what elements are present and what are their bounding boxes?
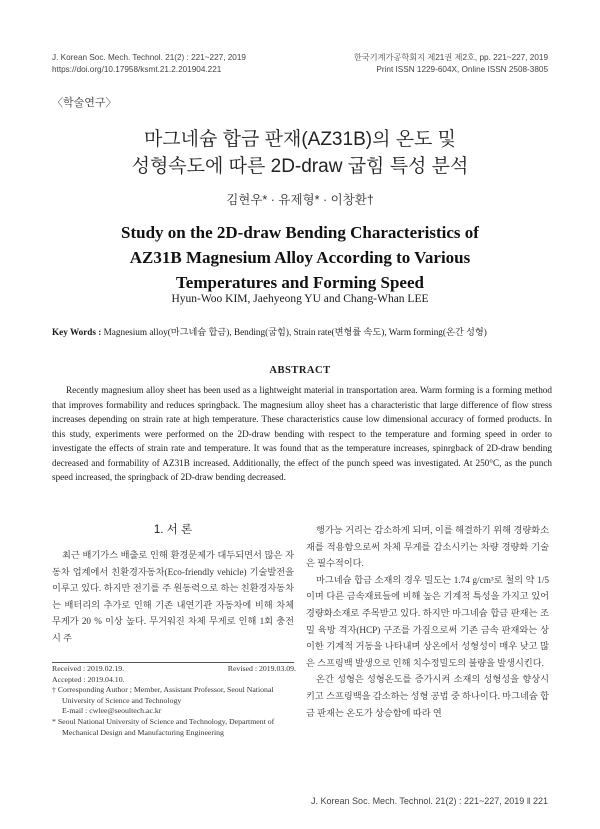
keywords-text: Magnesium alloy(마그네슘 합금), Bending(굽힘), Strain rate(변형률 속도), Warm forming(온간 성형)	[103, 327, 487, 337]
introduction-paragraph-1: 최근 배기가스 배출로 인해 환경문제가 대두되면서 많은 자동차 업계에서 친환경자동차(Eco-friendly vehicle) 기술발전을 이루고 있다. 하지만 전기를 주 원동력으로 하는 친환경자동차는 배터리의 추가로 인해 기존 내연기관 자동차에 비해 차체 무게가 20 % 이상 높다. 무거워진 차체 무게로 인해 1회 충전 시 주	[52, 550, 294, 643]
accepted-date: Accepted : 2019.04.10.	[52, 674, 125, 684]
right-column	[306, 522, 549, 721]
abstract-heading: ABSTRACT	[269, 365, 331, 376]
email-address[interactable]: E-mail : cwlee@seoultech.ac.kr	[62, 706, 162, 716]
issn-info: Print ISSN 1229-604X, Online ISSN 2508-3805	[376, 65, 548, 74]
footnotes	[52, 664, 296, 738]
title-english-line-3: Temperatures and Forming Speed	[176, 273, 424, 292]
page-footer: J. Korean Soc. Mech. Technol. 21(2) : 221~227, 2019 ‖ 221	[311, 796, 548, 806]
right-column-paragraph-1: 행가능 거리는 감소하게 되며, 이를 해결하기 위해 경량화소재를 적용함으로써 차체 무게를 감소시키는 차량 경량화 기술은 필수적이다.	[306, 525, 549, 569]
section-heading-introduction: 1. 서 론	[153, 524, 193, 536]
abstract-text: Recently magnesium alloy sheet has been used as a lightweight material in transportation area. Warm forming is a forming method that improves formability and reduces springback. The magnesium alloy sheet has a characteristic that large difference of flow stress increases depending on strain rate at high temperature. These characteristics cause low dimensional accuracy of formed products. In this study, experiments were performed on the 2D-draw bending with respect to the temperature and forming speed in order to investigate the effects of strain rate and temperature. It was found that as the temperature increases, spinrgback of 2D-draw bending decreased and formability of AZ31B increased. Additionally, the effect of the punch speed was investigated. At 250°C, as the punch speed increased, the springback of 2D-draw bending decreased.	[52, 385, 552, 482]
revised-date: Revised : 2019.03.09.	[227, 664, 296, 673]
authors-korean: 김현우* · 유제형* · 이창환†	[226, 193, 374, 207]
right-column-paragraph-3: 온간 성형은 성형온도를 증가시켜 소재의 성형성을 향상시키고 스프링백을 감소하는 성형 공법 중 하나이다. 마그네슘 합금 판재는 온도가 상승함에 따라 연	[306, 674, 549, 718]
title-korean-line-1: 마그네슘 합금 판재(AZ31B)의 온도 및	[143, 129, 457, 150]
title-english	[0, 220, 600, 295]
corresponding-author: † Corresponding Author ; Member, Assistant Professor, Seoul National University of Science and Technology	[52, 685, 274, 705]
title-english-line-2: AZ31B Magnesium Alloy According to Various	[129, 248, 471, 267]
keywords-label: Key Words :	[52, 327, 102, 337]
authors-english: Hyun-Woo KIM, Jaehyeong YU and Chang-Whan LEE	[171, 293, 429, 305]
journal-citation: J. Korean Soc. Mech. Technol. 21(2) : 221~227, 2019	[52, 53, 246, 62]
footnote-divider	[52, 662, 294, 663]
affiliation: * Seoul National University of Science and Technology, Department of Mechanical Design and Manufacturing Engineering	[52, 716, 275, 737]
title-korean-line-2: 성형속도에 따른 2D-draw 굽힘 특성 분석	[131, 156, 469, 177]
keywords	[52, 324, 552, 338]
journal-citation-korean: 한국기계가공학회지 제21권 제2호, pp. 221~227, 2019	[353, 53, 548, 62]
title-korean	[0, 126, 600, 180]
received-date: Received : 2019.02.19.	[52, 664, 125, 673]
doi-link[interactable]: https://doi.org/10.17958/ksmt.21.2.201904.221	[52, 65, 222, 74]
dates-row	[52, 664, 296, 675]
title-english-line-1: Study on the 2D-draw Bending Characteristics of	[121, 223, 479, 242]
article-category: 〈학술연구〉	[52, 97, 117, 109]
right-column-paragraph-2: 마그네슘 합금 소재의 경우 밀도는 1.74 g/cm³로 철의 약 1/5이며 다른 금속재료들에 비해 높은 기계적 특성을 가지고 있어 경량화소재로 주목받고 있다. 하지만 마그네슘 합금 판재는 조밀 육방 격자(HCP) 구조를 가짐으로써 기존 금속 판재와는 상이한 기계적 거동을 나타내며 상온에서 성형성이 매우 낮고 많은 스프링백 발생으로 인해 치수정밀도의 불량을 발생시킨다.	[306, 574, 549, 668]
